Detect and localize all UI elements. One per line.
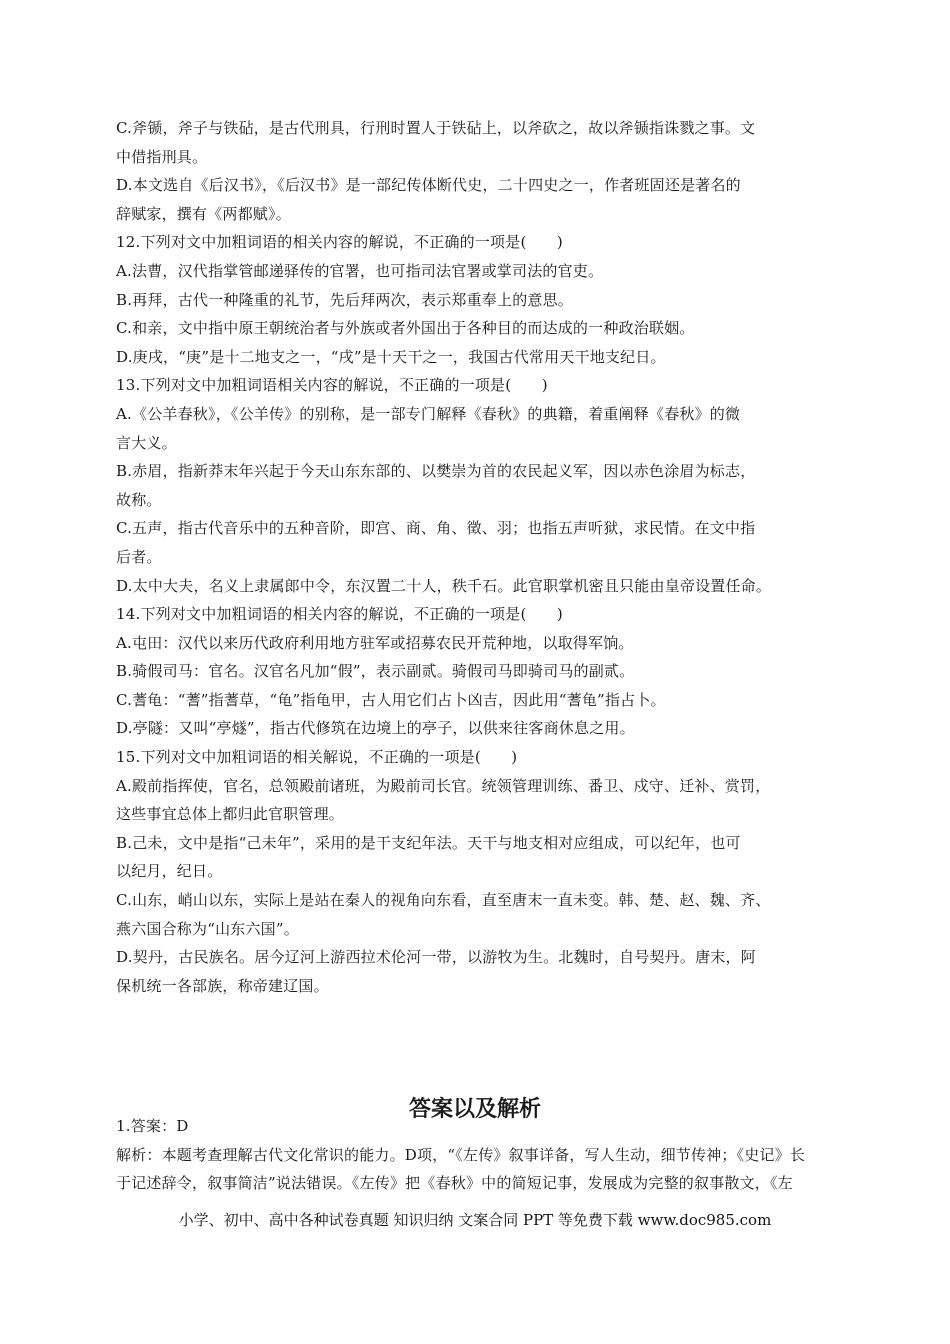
- question-13-stem: 13.下列对文中加粗词语相关内容的解说，不正确的一项是( ): [116, 376, 548, 395]
- text-line: C.和亲，文中指中原王朝统治者与外族或者外国出于各种目的而达成的一种政治联姻。: [116, 319, 695, 338]
- text-line: A.屯田：汉代以来历代政府利用地方驻军或招募农民开荒种地，以取得军饷。: [116, 633, 634, 652]
- text-line: B.再拜，古代一种隆重的礼节，先后拜两次，表示郑重奉上的意思。: [116, 290, 573, 309]
- text-line: 以纪月，纪日。: [116, 862, 223, 881]
- text-line: D.庚戌，“庚”是十二地支之一，“戌”是十天干之一，我国古代常用天干地支纪日。: [116, 347, 666, 366]
- text-line: C.五声，指古代音乐中的五种音阶，即宫、商、角、徵、羽；也指五声听狱，求民情。在文中指: [116, 519, 756, 538]
- text-line: D.太中大夫，名义上隶属郎中令，东汉置二十人，秩千石。此官职掌机密且只能由皇帝设置任命。: [116, 576, 772, 595]
- text-line: 中借指刑具。: [116, 147, 208, 166]
- text-line: B.己未，文中是指“己未年”，采用的是干支纪年法。天干与地支相对应组成，可以纪年，也可: [116, 833, 741, 852]
- text-line: C.山东，峭山以东，实际上是站在秦人的视角向东看，直至唐末一直未变。韩、楚、赵、魏、齐、: [116, 891, 771, 910]
- question-14-stem: 14.下列对文中加粗词语的相关内容的解说，不正确的一项是( ): [116, 605, 563, 624]
- text-line: 这些事宜总体上都归此官职管理。: [116, 805, 345, 824]
- text-line: 故称。: [116, 490, 162, 509]
- questions-block: [116, 114, 836, 1000]
- text-line: A.法曹，汉代指掌管邮递驿传的官署，也可指司法官署或掌司法的官吏。: [116, 261, 604, 280]
- answers-title: 答案以及解析: [408, 1097, 541, 1122]
- text-line: D.亭隧：又叫“亭燧”，指古代修筑在边境上的亭子，以供来往客商休息之用。: [116, 719, 635, 738]
- text-line: 后者。: [116, 547, 162, 566]
- text-line: D.本文选自《后汉书》，《后汉书》是一部纪传体断代史，二十四史之一，作者班固还是著名的: [116, 176, 741, 195]
- answer-line: 解析：本题考查理解古代文化常识的能力。D项，“《左传》叙事详备，写人生动，细节传神；《史记》长: [116, 1145, 806, 1164]
- text-line: 保机统一各部族，称帝建辽国。: [116, 976, 329, 995]
- text-line: C.斧锧，斧子与铁砧，是古代刑具，行刑时置人于铁砧上，以斧砍之，故以斧锧指诛戮之事。文: [116, 119, 756, 137]
- question-12-stem: 12.下列对文中加粗词语的相关内容的解说，不正确的一项是( ): [116, 233, 563, 252]
- text-line: D.契丹，古民族名。居今辽河上游西拉术伦河一带，以游牧为生。北魏时，自号契丹。唐末，阿: [116, 948, 756, 967]
- text-line: 燕六国合称为“山东六国”。: [116, 919, 299, 938]
- text-line: 辞赋家，撰有《两都赋》。: [116, 204, 291, 223]
- text-line: A.《公羊春秋》，《公羊传》的别称，是一部专门解释《春秋》的典籍，着重阐释《春秋》的微: [116, 404, 741, 423]
- text-line: C.蓍龟：“蓍”指蓍草，“龟”指龟甲，古人用它们占卜凶吉，因此用“蓍龟”指占卜。: [116, 690, 666, 709]
- text-line: B.骑假司马：官名。汉官名凡加“假”，表示副贰。骑假司马即骑司马的副贰。: [116, 662, 635, 681]
- question-15-stem: 15.下列对文中加粗词语的相关解说，不正确的一项是( ): [116, 748, 518, 767]
- text-line: A.殿前指挥使，官名，总领殿前诸班，为殿前司长官。统领管理训练、番卫、戍守、迁补、赏罚，: [116, 776, 771, 795]
- footer-watermark: 小学、初中、高中各种试卷真题 知识归纳 文案合同 PPT 等免费下载 www.doc985.com: [178, 1211, 772, 1229]
- answer-line: 于记述辞令，叙事简洁”说法错误。《左传》把《春秋》中的简短记事，发展成为完整的叙事散文，《左: [116, 1174, 793, 1193]
- text-line: B.赤眉，指新莽末年兴起于今天山东东部的、以樊崇为首的农民起义军，因以赤色涂眉为标志，: [116, 462, 756, 481]
- text-line: 言大义。: [116, 433, 177, 452]
- answers-block: [116, 1112, 906, 1198]
- answer-line: 1.答案：D: [116, 1117, 189, 1135]
